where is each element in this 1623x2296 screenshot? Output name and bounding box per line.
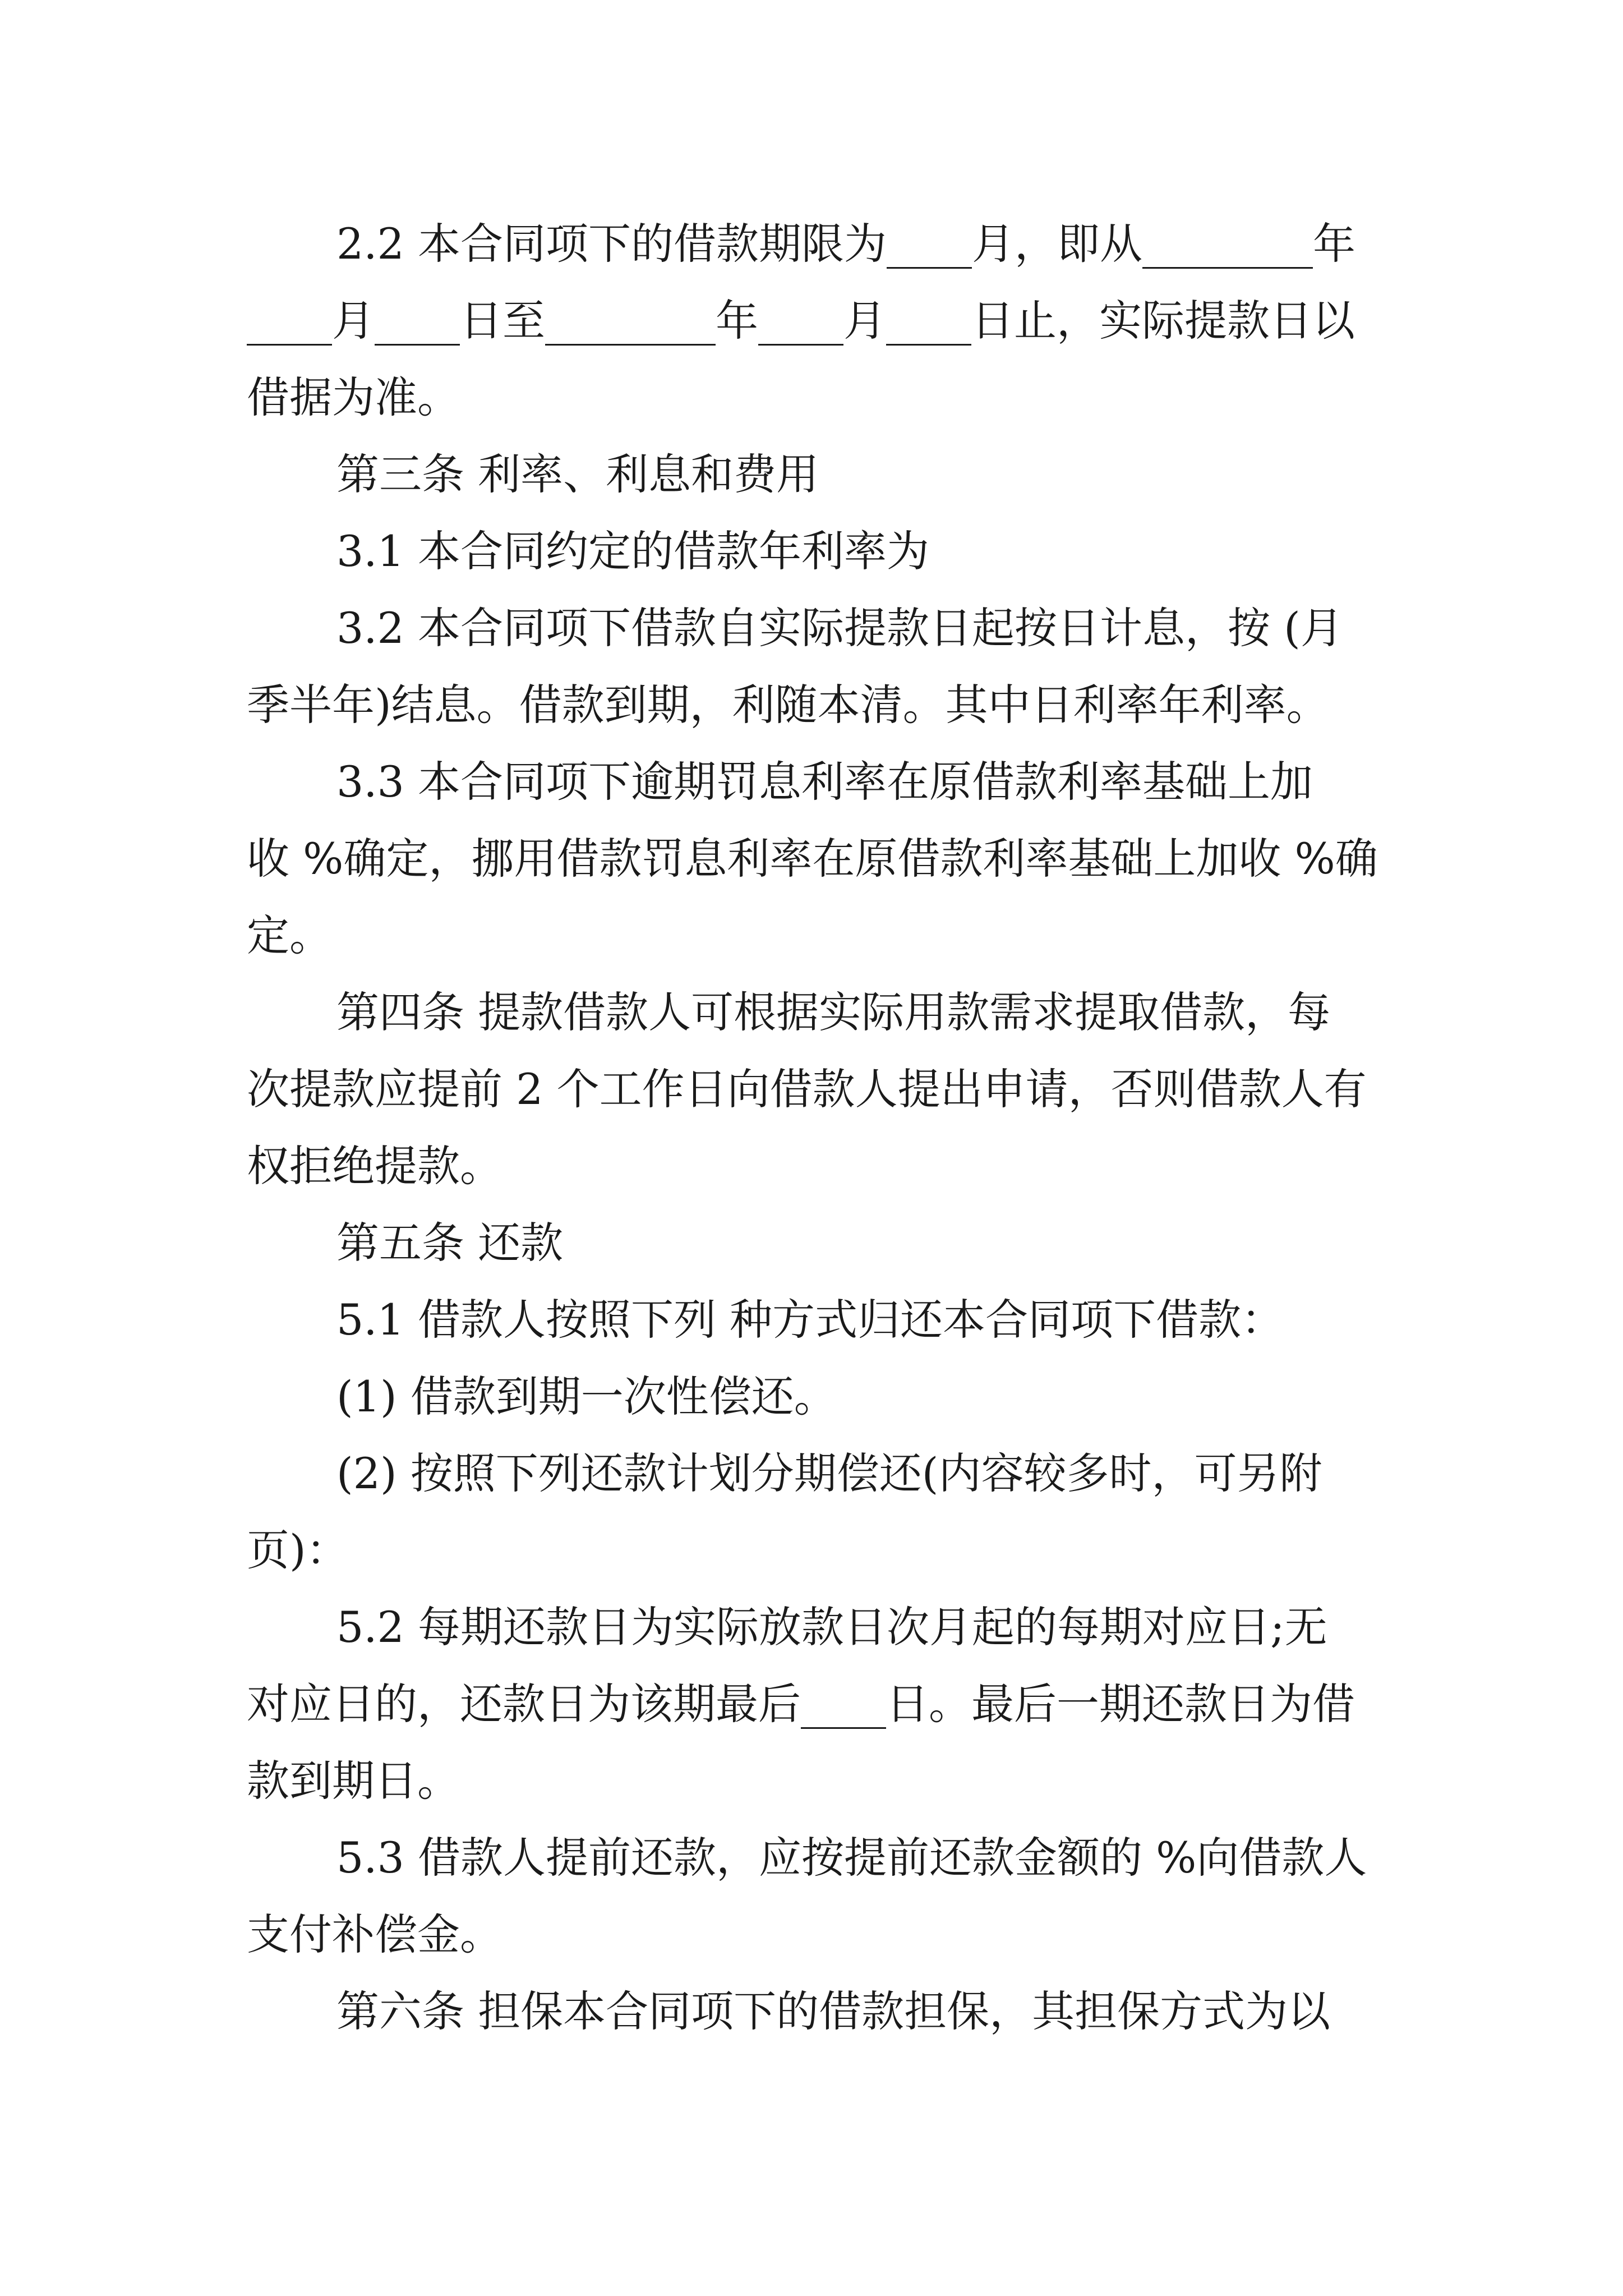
text-line: 3.2 本合同项下借款自实际提款日起按日计息，按 (月 (336, 603, 1343, 653)
text-line: 次提款应提前 2 个工作日向借款人提出申请，否则借款人有 (247, 1064, 1367, 1114)
text-line: 3.3 本合同项下逾期罚息利率在原借款利率基础上加 (336, 757, 1313, 807)
list-item: (2) 按照下列还款计划分期偿还(内容较多时，可另附 (336, 1448, 1322, 1498)
list-item: (1) 借款到期一次性偿还。 (336, 1372, 837, 1421)
text-line: 页)： (247, 1525, 349, 1575)
text-line: 定。 (247, 910, 332, 960)
text-line: 对应日的，还款日为该期最后____日。最后一期还款日为借 (247, 1679, 1355, 1729)
text-line: 季半年)结息。借款到期，利随本清。其中日利率年利率。 (247, 680, 1329, 730)
text-line: 5.1 借款人按照下列 种方式归还本合同项下借款： (336, 1295, 1284, 1345)
text-line: 借据为准。 (247, 372, 460, 422)
text-line: 5.3 借款人提前还款，应按提前还款金额的 %向借款人 (336, 1833, 1367, 1883)
section-heading: 第六条 担保本合同项下的借款担保，其担保方式为以 (336, 1986, 1331, 2036)
text-line: 款到期日。 (247, 1756, 460, 1806)
section-heading: 第四条 提款借款人可根据实际用款需求提取借款，每 (336, 987, 1331, 1037)
text-line: 3.1 本合同约定的借款年利率为 (336, 526, 930, 576)
text-line: 5.2 每期还款日为实际放款日次月起的每期对应日;无 (336, 1602, 1327, 1652)
text-line: 支付补偿金。 (247, 1910, 502, 1959)
text-line: 权拒绝提款。 (247, 1141, 502, 1191)
text-line: ____月____日至________年____月____日止，实际提款日以 (247, 296, 1355, 346)
text-line: 2.2 本合同项下的借款期限为____月，即从________年 (336, 219, 1356, 269)
text-line: 收 %确定，挪用借款罚息利率在原借款利率基础上加收 %确 (247, 834, 1378, 884)
section-heading: 第五条 还款 (336, 1218, 564, 1268)
section-heading: 第三条 利率、利息和费用 (336, 449, 819, 499)
